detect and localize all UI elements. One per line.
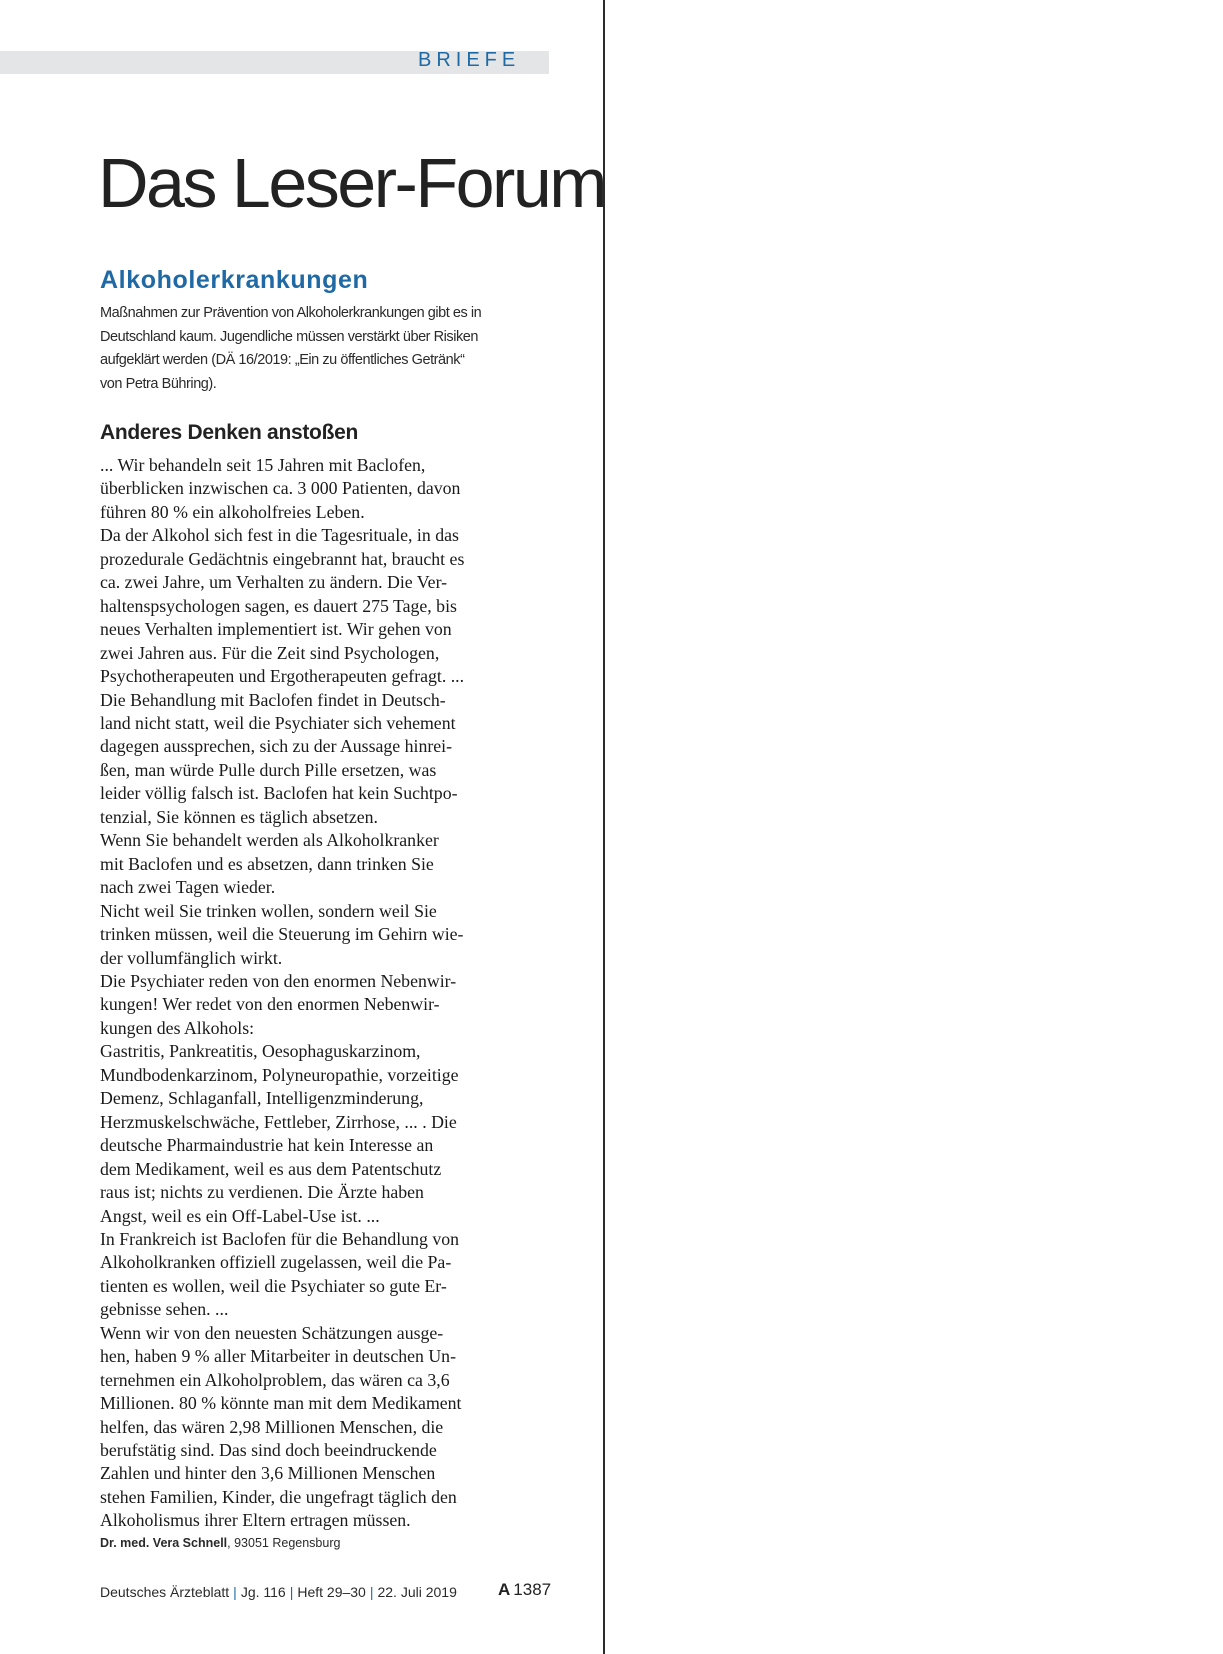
topic-intro-line: Deutschland kaum. Jugendliche müssen verstärkt über Risiken	[100, 328, 479, 345]
footer-separator: |	[289, 1584, 294, 1600]
footer-publication: Deutsches Ärzteblatt	[100, 1584, 230, 1600]
letter-line: dem Medikament, weil es aus dem Patentschutz	[100, 1158, 442, 1179]
letter-line: haltenspsychologen sagen, es dauert 275 Tage, bis	[100, 595, 457, 616]
letter-line: ßen, man würde Pulle durch Pille ersetzen, was	[100, 759, 437, 780]
letter-line: raus ist; nichts zu verdienen. Die Ärzte haben	[100, 1182, 424, 1203]
letter-line: ternehmen ein Alkoholproblem, das wären ca 3,6	[100, 1369, 450, 1390]
letter-line: Da der Alkohol sich fest in die Tagesrituale, in das	[100, 525, 459, 546]
footer-separator: |	[233, 1584, 237, 1600]
letter-line: prozedurale Gedächtnis eingebrannt hat, braucht es	[100, 548, 465, 569]
letter-title: Anderes Denken anstoßen	[100, 421, 358, 444]
letter-line: gebnisse sehen. ...	[100, 1299, 229, 1320]
footer-date: 22. Juli 2019	[377, 1584, 457, 1600]
topic-intro-line: Maßnahmen zur Prävention von Alkoholerkrankungen gibt es in	[100, 305, 482, 321]
footer-issue: Heft 29–30	[297, 1584, 366, 1600]
letter-line: nach zwei Tagen wieder.	[100, 877, 276, 898]
letter-line: überblicken inzwischen ca. 3 000 Patienten, davon	[100, 478, 461, 499]
page-footer	[100, 1584, 457, 1600]
letter-line: berufstätig sind. Das sind doch beeindruckende	[100, 1440, 437, 1461]
letter-line: der vollumfänglich wirkt.	[100, 947, 283, 968]
column-divider	[603, 0, 605, 1654]
topic-intro	[100, 302, 495, 396]
letter-line: Psychotherapeuten und Ergotherapeuten gefragt. ...	[100, 666, 465, 687]
letter-line: mit Baclofen und es absetzen, dann trinken Sie	[100, 853, 434, 874]
letter-line: leider völlig falsch ist. Baclofen hat kein Suchtpo-	[100, 783, 458, 804]
letter-line: führen 80 % ein alkoholfreies Leben.	[100, 501, 365, 522]
page-number-prefix: A	[498, 1580, 511, 1599]
letter-line: kungen des Alkohols:	[100, 1017, 255, 1038]
letter-line: deutsche Pharmaindustrie hat kein Interesse an	[100, 1135, 434, 1156]
letter-body	[100, 454, 500, 1533]
letter-line: zwei Jahren aus. Für die Zeit sind Psychologen,	[100, 642, 440, 663]
page-number-value: 1387	[513, 1580, 552, 1599]
letter-line: hen, haben 9 % aller Mitarbeiter in deutschen Un-	[100, 1346, 456, 1367]
letter-line: tenzial, Sie können es täglich absetzen.	[100, 806, 378, 827]
page-title: Das Leser-Forum	[98, 144, 606, 222]
letter-line: In Frankreich ist Baclofen für die Behandlung von	[100, 1228, 459, 1249]
letter-line: kungen! Wer redet von den enormen Nebenwir-	[100, 994, 440, 1015]
letter-line: ... Wir behandeln seit 15 Jahren mit Baclofen,	[100, 455, 426, 475]
letter-line: stehen Familien, Kinder, die ungefragt täglich den	[100, 1486, 457, 1507]
letter-line: Wenn wir von den neuesten Schätzungen ausge-	[100, 1322, 444, 1343]
letter-line: Demenz, Schlaganfall, Intelligenzminderung,	[100, 1088, 424, 1109]
page-number	[498, 1580, 551, 1600]
footer-separator: |	[369, 1584, 374, 1600]
letter-line: helfen, das wären 2,98 Millionen Menschen, die	[100, 1416, 444, 1437]
footer-volume: Jg. 116	[240, 1584, 286, 1600]
letter-line: Gastritis, Pankreatitis, Oesophaguskarzinom,	[100, 1041, 421, 1062]
letter-line: neues Verhalten implementiert ist. Wir gehen von	[100, 619, 452, 640]
author-name: Dr. med. Vera Schnell	[100, 1536, 228, 1550]
letter-line: Die Behandlung mit Baclofen findet in Deutsch-	[100, 689, 446, 710]
letter-line: Alkoholismus ihrer Eltern ertragen müssen.	[100, 1510, 411, 1531]
letter-line: Millionen. 80 % könnte man mit dem Medikament	[100, 1393, 462, 1414]
letter-line: land nicht statt, weil die Psychiater sich vehement	[100, 712, 456, 733]
letter-line: Wenn Sie behandelt werden als Alkoholkranker	[100, 830, 439, 851]
letter-line: Angst, weil es ein Off-Label-Use ist. ...	[100, 1205, 380, 1226]
letter-line: trinken müssen, weil die Steuerung im Gehirn wie-	[100, 924, 464, 945]
section-label: BRIEFE	[418, 49, 521, 71]
letter-line: Mundbodenkarzinom, Polyneuropathie, vorzeitige	[100, 1064, 459, 1085]
letter-signature	[100, 1536, 340, 1550]
topic-intro-line: aufgeklärt werden (DÄ 16/2019: „Ein zu öffentliches Getränk“	[100, 352, 465, 369]
letter-line: Nicht weil Sie trinken wollen, sondern weil Sie	[100, 900, 437, 921]
letter-line: tienten es wollen, weil die Psychiater so gute Er-	[100, 1275, 447, 1296]
topic-title: Alkoholerkrankungen	[100, 266, 369, 294]
topic-intro-line: von Petra Bühring).	[100, 375, 217, 392]
letter-line: ca. zwei Jahre, um Verhalten zu ändern. Die Ver-	[100, 572, 448, 593]
letter-line: Die Psychiater reden von den enormen Nebenwir-	[100, 970, 457, 991]
author-location: , 93051 Regensburg	[227, 1536, 341, 1550]
letter-line: dagegen aussprechen, sich zu der Aussage hinrei-	[100, 736, 453, 757]
letter-line: Zahlen und hinter den 3,6 Millionen Menschen	[100, 1463, 436, 1484]
letter-line: Herzmuskelschwäche, Fettleber, Zirrhose, ... . Die	[100, 1111, 457, 1132]
letter-line: Alkoholkranken offiziell zugelassen, weil die Pa-	[100, 1252, 452, 1273]
